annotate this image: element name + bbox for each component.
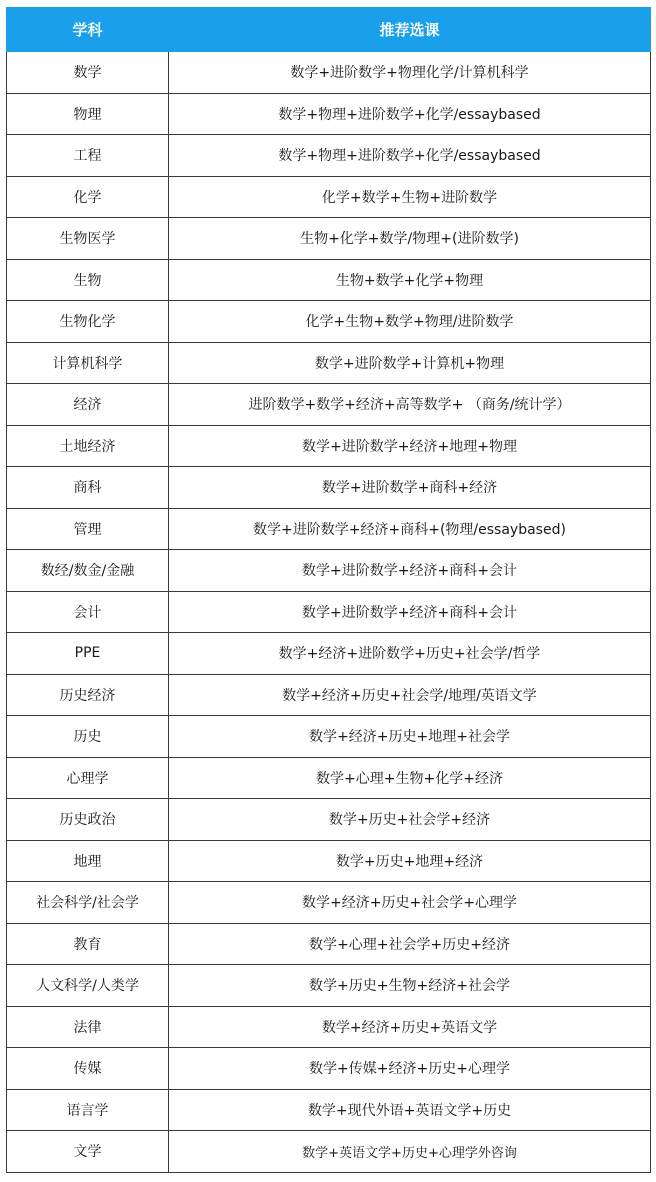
table-row [7, 93, 651, 135]
courses-cell: 数学+经济+历史+地理+社会学 [169, 716, 651, 758]
table-row [7, 301, 651, 343]
subject-cell: 管理 [7, 508, 169, 550]
subject-cell: 历史经济 [7, 674, 169, 716]
subject-cell: 数学 [7, 52, 169, 94]
courses-cell: 数学+传媒+经济+历史+心理学 [169, 1048, 651, 1090]
table-row [7, 716, 651, 758]
courses-cell: 生物+数学+化学+物理 [169, 259, 651, 301]
subject-cell: 商科 [7, 467, 169, 509]
subject-cell: 历史政治 [7, 799, 169, 841]
courses-cell: 进阶数学+数学+经济+高等数学+ （商务/统计学） [169, 384, 651, 426]
table-row [7, 135, 651, 177]
subject-cell: 心理学 [7, 757, 169, 799]
subject-cell: 法律 [7, 1006, 169, 1048]
subject-cell: 文学 [7, 1131, 169, 1173]
courses-cell: 数学+进阶数学+计算机+物理 [169, 342, 651, 384]
courses-cell: 数学+心理+社会学+历史+经济 [169, 923, 651, 965]
courses-cell: 数学+经济+历史+英语文学 [169, 1006, 651, 1048]
subject-cell: 数经/数金/金融 [7, 550, 169, 592]
table-row [7, 965, 651, 1007]
courses-cell: 数学+历史+生物+经济+社会学 [169, 965, 651, 1007]
recommended-courses-table-wrapper [6, 7, 650, 1173]
table-row [7, 757, 651, 799]
table-row [7, 550, 651, 592]
courses-cell: 数学+进阶数学+经济+商科+会计 [169, 591, 651, 633]
subject-cell: 生物化学 [7, 301, 169, 343]
table-row [7, 882, 651, 924]
subject-cell: 社会科学/社会学 [7, 882, 169, 924]
table-row [7, 467, 651, 509]
courses-cell: 数学+进阶数学+经济+商科+会计 [169, 550, 651, 592]
subject-cell: 工程 [7, 135, 169, 177]
table-row [7, 1131, 651, 1173]
subject-cell: 地理 [7, 840, 169, 882]
table-row [7, 1006, 651, 1048]
courses-cell: 数学+心理+生物+化学+经济 [169, 757, 651, 799]
table-header-row [7, 8, 651, 52]
courses-cell: 数学+经济+历史+社会学+心理学 [169, 882, 651, 924]
table-body [7, 52, 651, 1173]
table-row [7, 384, 651, 426]
subject-cell: 历史 [7, 716, 169, 758]
subject-cell: PPE [7, 633, 169, 675]
table-row [7, 1089, 651, 1131]
subject-cell: 会计 [7, 591, 169, 633]
table-row [7, 840, 651, 882]
table-row [7, 52, 651, 94]
courses-cell: 数学+物理+进阶数学+化学/essaybased [169, 135, 651, 177]
subject-cell: 土地经济 [7, 425, 169, 467]
subject-cell: 计算机科学 [7, 342, 169, 384]
courses-cell: 化学+生物+数学+物理/进阶数学 [169, 301, 651, 343]
recommended-courses-table [6, 7, 651, 1173]
table-row [7, 1048, 651, 1090]
table-row [7, 923, 651, 965]
courses-cell: 数学+物理+进阶数学+化学/essaybased [169, 93, 651, 135]
courses-cell: 数学+经济+历史+社会学/地理/英语文学 [169, 674, 651, 716]
courses-cell: 数学+英语文学+历史+心理学外咨询 [169, 1131, 651, 1173]
subject-cell: 人文科学/人类学 [7, 965, 169, 1007]
table-row [7, 799, 651, 841]
table-row [7, 508, 651, 550]
courses-cell: 数学+进阶数学+经济+商科+(物理/essaybased) [169, 508, 651, 550]
table-row [7, 674, 651, 716]
courses-cell: 数学+进阶数学+商科+经济 [169, 467, 651, 509]
courses-cell: 数学+现代外语+英语文学+历史 [169, 1089, 651, 1131]
subject-cell: 物理 [7, 93, 169, 135]
subject-cell: 教育 [7, 923, 169, 965]
header-courses: 推荐选课 [169, 8, 651, 52]
courses-cell: 数学+进阶数学+经济+地理+物理 [169, 425, 651, 467]
courses-cell: 数学+经济+进阶数学+历史+社会学/哲学 [169, 633, 651, 675]
table-row [7, 591, 651, 633]
courses-cell: 数学+历史+社会学+经济 [169, 799, 651, 841]
subject-cell: 生物医学 [7, 218, 169, 260]
header-subject: 学科 [7, 8, 169, 52]
subject-cell: 语言学 [7, 1089, 169, 1131]
table-row [7, 259, 651, 301]
courses-cell: 数学+进阶数学+物理化学/计算机科学 [169, 52, 651, 94]
courses-cell: 生物+化学+数学/物理+(进阶数学) [169, 218, 651, 260]
table-row [7, 633, 651, 675]
courses-cell: 化学+数学+生物+进阶数学 [169, 176, 651, 218]
courses-cell: 数学+历史+地理+经济 [169, 840, 651, 882]
table-row [7, 176, 651, 218]
subject-cell: 生物 [7, 259, 169, 301]
subject-cell: 经济 [7, 384, 169, 426]
subject-cell: 化学 [7, 176, 169, 218]
subject-cell: 传媒 [7, 1048, 169, 1090]
table-row [7, 342, 651, 384]
table-row [7, 218, 651, 260]
table-row [7, 425, 651, 467]
